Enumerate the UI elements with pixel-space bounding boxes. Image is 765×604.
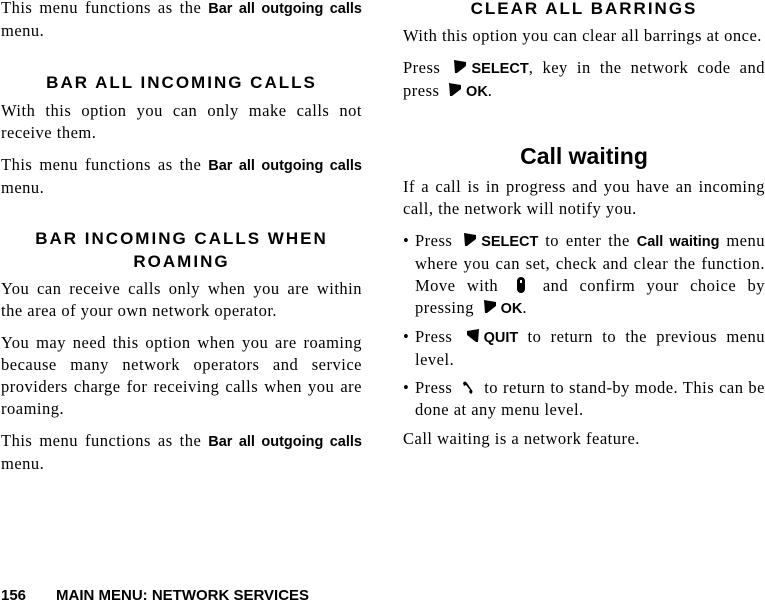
key-label: QUIT: [483, 330, 519, 346]
paragraph: This menu functions as the Bar all outgoing calls menu.: [1, 155, 362, 197]
end-call-icon: [461, 377, 475, 397]
scroll-key-icon: [514, 275, 528, 295]
section-title: Call waiting: [520, 143, 648, 169]
section-heading: BAR INCOMING CALLS WHEN ROAMING: [35, 229, 328, 271]
list-item: • Press QUIT to return to the previous menu level.: [403, 327, 765, 369]
paragraph: With this option you can clear all barrings at once.: [403, 26, 762, 45]
paragraph: Call waiting is a network feature.: [403, 429, 640, 448]
key-label: OK: [500, 301, 523, 317]
key-label: OK: [466, 84, 488, 100]
softkey-right-icon: [466, 326, 480, 346]
key-label: SELECT: [471, 61, 529, 77]
menu-name: Bar all outgoing calls: [208, 158, 362, 174]
softkey-left-icon: [463, 230, 477, 250]
paragraph: Press SELECT, key in the network code and press OK.: [403, 58, 765, 100]
section-heading: BAR ALL INCOMING CALLS: [46, 73, 317, 92]
menu-name: Bar all outgoing calls: [208, 1, 362, 17]
softkey-left-icon: [453, 57, 467, 77]
paragraph: If a call is in progress and you have an incoming call, the network will notify you.: [403, 177, 765, 218]
paragraph: With this option you can only make calls not receive them.: [1, 101, 362, 142]
key-label: SELECT: [481, 234, 539, 250]
menu-name: Bar all outgoing calls: [208, 434, 362, 450]
left-column: [1, 0, 362, 475]
list-item: • Press SELECT to enter the Call waiting menu where you can set, check and clear the function. Move with and confirm your choice by pressing OK.: [403, 231, 765, 317]
paragraph: This menu functions as the Bar all outgoing calls menu.: [1, 431, 362, 473]
paragraph: You can receive calls only when you are within the area of your own network operator.: [1, 279, 362, 320]
page-number: 156: [1, 587, 27, 604]
right-column: [403, 0, 765, 450]
section-heading: CLEAR ALL BARRINGS: [470, 0, 698, 18]
softkey-left-icon: [448, 80, 462, 100]
paragraph: This menu functions as the Bar all outgoing calls menu.: [1, 0, 362, 40]
paragraph: You may need this option when you are roaming because many network operators and service providers charge for receiving calls when you are roaming.: [1, 333, 362, 418]
list-item: • Press to return to stand-by mode. This can be done at any menu level.: [403, 378, 765, 419]
running-title: MAIN MENU: NETWORK SERVICES: [56, 587, 310, 604]
menu-name: Call waiting: [636, 234, 720, 250]
softkey-left-icon: [483, 297, 497, 317]
page-footer: [1, 587, 309, 604]
